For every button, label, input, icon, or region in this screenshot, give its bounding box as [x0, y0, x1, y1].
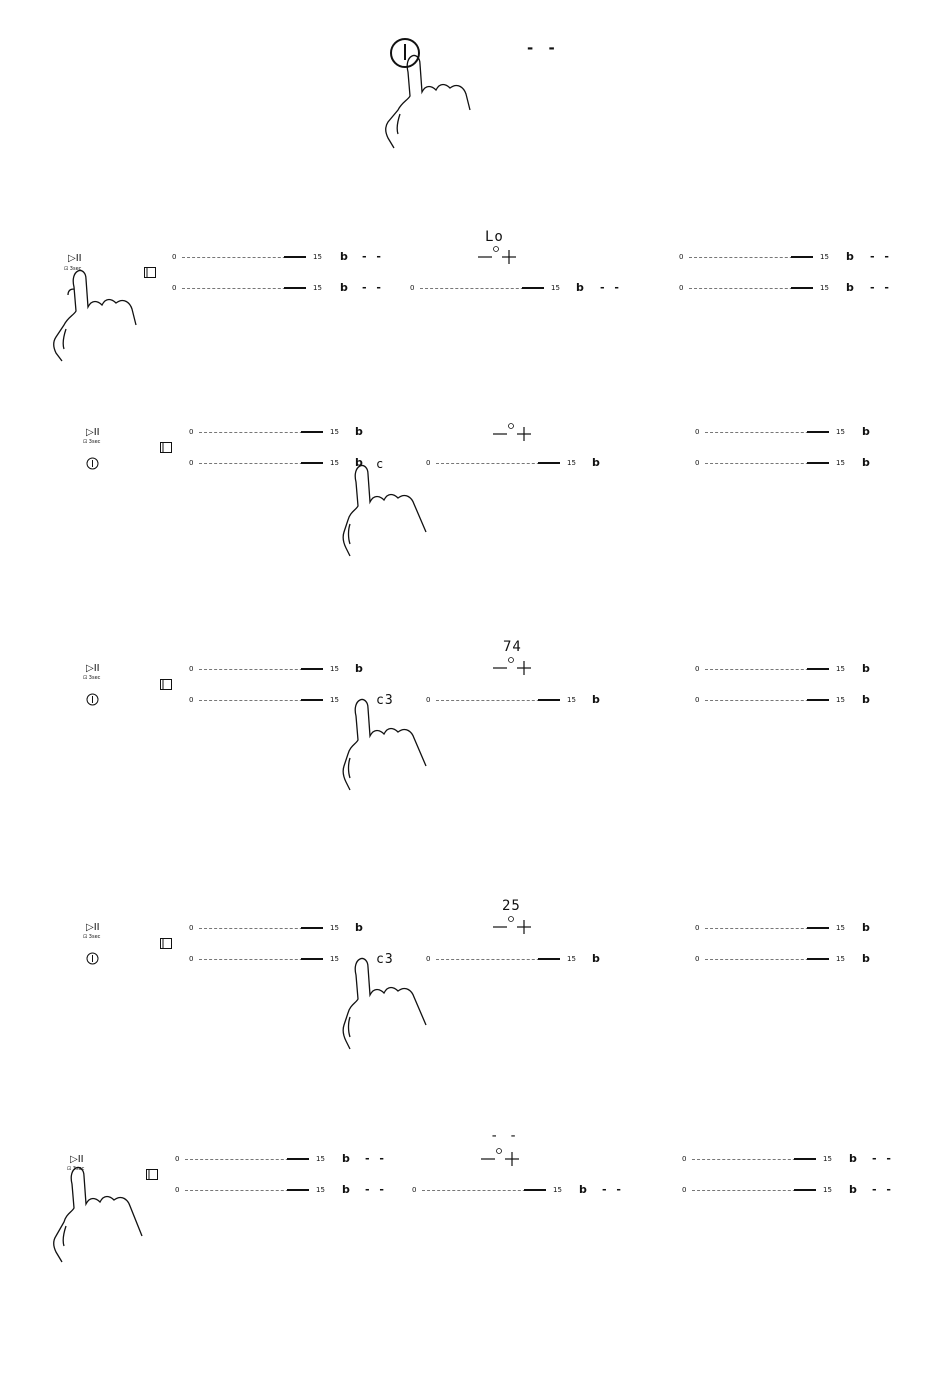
lock-caption: ⊡ 3sec: [83, 675, 101, 681]
slider[interactable]: [692, 1155, 840, 1163]
slider-max: 15: [330, 428, 339, 436]
zone-icon: [160, 938, 172, 949]
slider[interactable]: [182, 253, 330, 261]
slider-min: 0: [172, 253, 177, 261]
slider[interactable]: [199, 696, 347, 704]
level-symbol: b: [862, 425, 870, 438]
slider-min: 0: [682, 1186, 687, 1194]
slider[interactable]: [705, 665, 853, 673]
lock-caption: ⊡ 3sec: [83, 439, 101, 445]
panel-row-4: [0, 895, 950, 1065]
slider-min: 0: [189, 924, 194, 932]
slider-min: 0: [695, 665, 700, 673]
level-symbol: b: [355, 662, 363, 675]
dashes: - -: [600, 281, 622, 294]
level-symbol: b: [862, 921, 870, 934]
slider-max: 15: [823, 1186, 832, 1194]
slider-min: 0: [679, 253, 684, 261]
timer-display: 74: [503, 639, 522, 655]
timer-icon[interactable]: [492, 422, 536, 442]
slider-min: 0: [426, 955, 431, 963]
slider-max: 15: [836, 665, 845, 673]
slider-min: 0: [189, 665, 194, 673]
slider[interactable]: [705, 459, 853, 467]
slider-max: 15: [330, 665, 339, 673]
level-symbol: b: [849, 1152, 857, 1165]
timer-display: 25: [502, 898, 521, 914]
top-section: [380, 30, 580, 160]
slider-min: 0: [695, 428, 700, 436]
slider-max: 15: [820, 253, 829, 261]
power-icon[interactable]: [86, 693, 99, 706]
level-symbol: b: [342, 1152, 350, 1165]
slider-max: 15: [551, 284, 560, 292]
slider[interactable]: [436, 459, 584, 467]
slider-max: 15: [836, 955, 845, 963]
level-symbol: b: [849, 1183, 857, 1196]
slider-max: 15: [836, 459, 845, 467]
slider-min: 0: [175, 1186, 180, 1194]
slider-min: 0: [189, 696, 194, 704]
slider-max: 15: [836, 924, 845, 932]
slider[interactable]: [436, 955, 584, 963]
slider[interactable]: [689, 284, 837, 292]
slider-min: 0: [412, 1186, 417, 1194]
hand-pointer-icon: [340, 952, 440, 1055]
timer-icon[interactable]: [480, 1147, 524, 1167]
lock-caption: ⊡ 3sec: [83, 934, 101, 940]
slider-min: 0: [189, 428, 194, 436]
dashes: - -: [365, 1183, 387, 1196]
zone-icon: [144, 267, 156, 278]
play-pause-icon[interactable]: ▷II: [86, 663, 100, 674]
slider[interactable]: [422, 1186, 570, 1194]
level-symbol: b: [862, 662, 870, 675]
play-pause-icon[interactable]: ▷II: [86, 427, 100, 438]
dashes: - -: [365, 1152, 387, 1165]
slider-max: 15: [316, 1155, 325, 1163]
slider[interactable]: [185, 1186, 333, 1194]
slider-max: 15: [316, 1186, 325, 1194]
slider-max: 15: [836, 428, 845, 436]
hand-pointer-icon: [52, 267, 152, 367]
level-symbol: b: [862, 952, 870, 965]
slider-max: 15: [330, 696, 339, 704]
slider[interactable]: [420, 284, 568, 292]
slider-min: 0: [175, 1155, 180, 1163]
slider-min: 0: [189, 459, 194, 467]
slider-min: 0: [172, 284, 177, 292]
level-symbol: b: [592, 456, 600, 469]
slider-min: 0: [426, 459, 431, 467]
play-pause-icon[interactable]: ▷II: [68, 253, 82, 264]
panel-row-2: [0, 400, 950, 570]
timer-icon[interactable]: [492, 656, 536, 676]
zone-icon: [160, 679, 172, 690]
zone-extra-display: c3: [376, 693, 394, 708]
slider-max: 15: [823, 1155, 832, 1163]
slider[interactable]: [692, 1186, 840, 1194]
slider-min: 0: [695, 696, 700, 704]
level-symbol: b: [592, 952, 600, 965]
top-display: - -: [527, 39, 560, 57]
slider[interactable]: [199, 665, 347, 673]
level-symbol: b: [862, 693, 870, 706]
slider-max: 15: [567, 955, 576, 963]
slider[interactable]: [199, 924, 347, 932]
slider-max: 15: [836, 696, 845, 704]
timer-display: - -: [490, 1128, 519, 1144]
level-symbol: b: [342, 1183, 350, 1196]
dashes: - -: [362, 281, 384, 294]
panel-row-1: [0, 225, 950, 365]
hand-pointer-icon: [340, 693, 440, 796]
level-symbol: b: [340, 250, 348, 263]
slider[interactable]: [199, 428, 347, 436]
play-pause-icon[interactable]: ▷II: [70, 1154, 84, 1165]
slider[interactable]: [185, 1155, 333, 1163]
timer-display: Lo: [485, 229, 504, 245]
dashes: - -: [362, 250, 384, 263]
lock-caption: ⊡ 3sec: [67, 1166, 85, 1172]
timer-icon[interactable]: [492, 915, 536, 935]
zone-extra-display: c3: [376, 952, 394, 967]
level-symbol: b: [576, 281, 584, 294]
level-symbol: b: [846, 250, 854, 263]
slider[interactable]: [705, 924, 853, 932]
timer-icon[interactable]: [477, 245, 521, 265]
dashes: - -: [870, 250, 892, 263]
level-symbol: b: [846, 281, 854, 294]
level-symbol: b: [355, 921, 363, 934]
slider-min: 0: [695, 924, 700, 932]
zone-icon: [160, 442, 172, 453]
slider-max: 15: [330, 955, 339, 963]
zone-extra-display: c: [376, 457, 385, 471]
level-symbol: b: [579, 1183, 587, 1196]
slider[interactable]: [199, 459, 347, 467]
slider-min: 0: [682, 1155, 687, 1163]
slider[interactable]: [705, 428, 853, 436]
slider[interactable]: [705, 696, 853, 704]
hand-pointer-icon: [340, 462, 440, 562]
slider-min: 0: [189, 955, 194, 963]
slider-max: 15: [553, 1186, 562, 1194]
slider[interactable]: [705, 955, 853, 963]
slider-min: 0: [410, 284, 415, 292]
level-symbol: b: [355, 425, 363, 438]
slider-max: 15: [330, 924, 339, 932]
dashes: - -: [870, 281, 892, 294]
slider-min: 0: [679, 284, 684, 292]
level-symbol: b: [355, 456, 363, 469]
power-icon[interactable]: [86, 952, 99, 965]
level-symbol: b: [340, 281, 348, 294]
panel-row-3: [0, 636, 950, 806]
slider-max: 15: [330, 459, 339, 467]
panel-row-5: [0, 1128, 950, 1278]
slider-max: 15: [567, 459, 576, 467]
slider-max: 15: [313, 253, 322, 261]
power-icon[interactable]: [86, 457, 99, 470]
zone-icon: [146, 1169, 158, 1180]
slider[interactable]: [182, 284, 330, 292]
slider[interactable]: [436, 696, 584, 704]
level-symbol: b: [862, 456, 870, 469]
hand-pointer-icon: [380, 48, 480, 153]
slider-min: 0: [695, 459, 700, 467]
lock-caption: ⊡ 3sec: [64, 266, 82, 272]
slider-max: 15: [820, 284, 829, 292]
slider[interactable]: [689, 253, 837, 261]
play-pause-icon[interactable]: ▷II: [86, 922, 100, 933]
level-symbol: b: [592, 693, 600, 706]
slider-min: 0: [426, 696, 431, 704]
hand-pointer-icon: [52, 1162, 152, 1267]
slider[interactable]: [199, 955, 347, 963]
dashes: - -: [872, 1183, 894, 1196]
slider-max: 15: [567, 696, 576, 704]
dashes: - -: [602, 1183, 624, 1196]
slider-min: 0: [695, 955, 700, 963]
slider-max: 15: [313, 284, 322, 292]
dashes: - -: [872, 1152, 894, 1165]
